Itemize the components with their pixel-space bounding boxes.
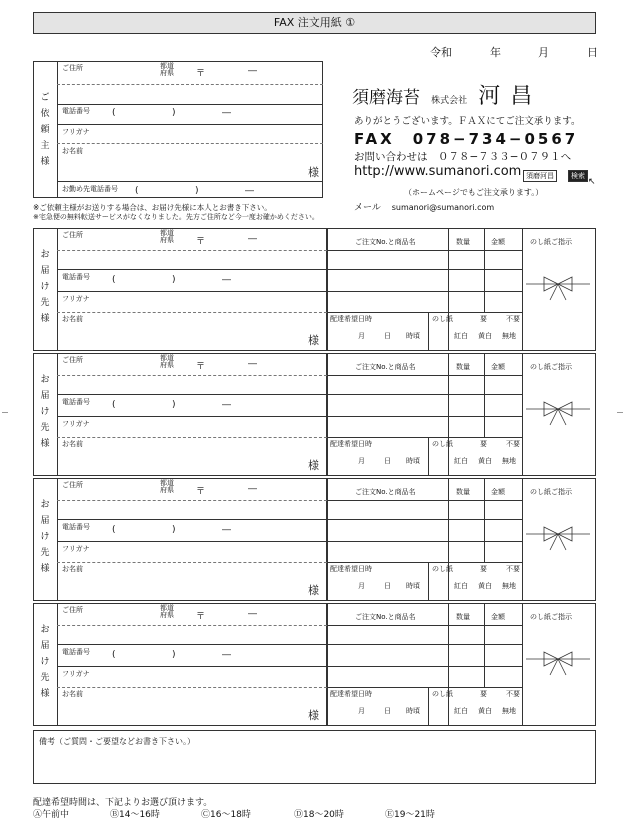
- recipient-4-paren-close: ): [172, 650, 176, 660]
- requester-work-paren-open: (: [135, 186, 139, 196]
- recipient-4-name-label: お名前: [62, 690, 83, 698]
- recipient-2-delivery-month: 月: [358, 457, 365, 465]
- company-mail-label: メール: [354, 203, 381, 213]
- recipient-2-postal-mark: 〒: [196, 362, 206, 372]
- recipient-1-paren-close: ): [172, 275, 176, 285]
- recipient-1-delivery-day: 日: [384, 332, 391, 340]
- recipient-2-name-label: お名前: [62, 440, 83, 448]
- note-line-2: ※宅急便の無料転送サービスがなくなりました。先方ご住所など今一度お確かめください。: [33, 213, 319, 221]
- recipient-3-postal-dash: ―: [248, 484, 257, 494]
- recipient-1-price-header: 金額: [491, 238, 505, 246]
- recipient-4-postal-dash: ―: [248, 609, 257, 619]
- requester-name-label: お名前: [62, 147, 83, 155]
- recipient-4-address-label: ご住所: [62, 606, 83, 614]
- recipient-2-furigana-label: フリガナ: [62, 420, 90, 428]
- recipient-4-noshi-label: のし紙: [432, 690, 453, 698]
- delivery-option-a: Ⓐ午前中: [33, 810, 70, 820]
- recipient-3-paren-close: ): [172, 525, 176, 535]
- recipient-2-noshi-red[interactable]: 紅白: [454, 457, 468, 465]
- company-mail-row: [354, 200, 494, 213]
- delivery-option-b: Ⓑ14〜16時: [110, 810, 160, 820]
- recipient-3-price-header: 金額: [491, 488, 505, 496]
- recipient-3-paren-open: (: [112, 525, 116, 535]
- recipient-4-qty-header: 数量: [456, 613, 470, 621]
- recipient-1-delivery-month: 月: [358, 332, 365, 340]
- requester-furigana-label: フリガナ: [62, 128, 90, 136]
- recipient-4-delivery-time: 時頃: [406, 707, 420, 715]
- recipient-4-noshi-plain[interactable]: 無地: [502, 707, 516, 715]
- recipient-2-noshi-plain[interactable]: 無地: [502, 457, 516, 465]
- recipient-4-delivery-label: 配達希望日時: [330, 690, 372, 698]
- recipient-1-paren-open: (: [112, 275, 116, 285]
- company-web-note: （ホームページでもご注文承ります。）: [404, 188, 544, 197]
- recipient-2-noshi-header: のし紙ご指示: [530, 363, 572, 371]
- recipient-1-delivery-label: 配達希望日時: [330, 315, 372, 323]
- recipient-3-phone-label: 電話番号: [62, 523, 90, 531]
- requester-phone-label: 電話番号: [62, 107, 90, 115]
- recipient-4-product-header: ご注文No.と商品名: [355, 613, 416, 621]
- recipient-2-noshi-label: のし紙: [432, 440, 453, 448]
- company-kabushiki: 株式会社: [431, 96, 468, 106]
- date-era: 令和: [430, 46, 452, 59]
- recipient-2-paren-close: ): [172, 400, 176, 410]
- date-year: 年: [490, 46, 501, 59]
- recipient-2-prefecture-label: 都道 府県: [160, 354, 174, 369]
- recipient-3-noshi-header: のし紙ご指示: [530, 488, 572, 496]
- recipient-1-sama: 様: [308, 334, 319, 347]
- recipient-1-side-label: お届け先様: [40, 250, 50, 324]
- recipient-3-side-label: お届け先様: [40, 500, 50, 574]
- recipient-2-address-label: ご住所: [62, 356, 83, 364]
- delivery-times-intro: 配達希望時間は、下記よりお選び頂けます。: [33, 798, 213, 808]
- recipient-2-qty-header: 数量: [456, 363, 470, 371]
- delivery-option-e: Ⓔ19〜21時: [385, 810, 435, 820]
- recipient-3-noshi-yellow[interactable]: 黄白: [478, 582, 492, 590]
- recipient-4-noshi-red[interactable]: 紅白: [454, 707, 468, 715]
- requester-workphone-label: お勤め先電話番号: [62, 185, 118, 193]
- recipient-2-noshi-need: 要: [480, 440, 487, 448]
- recipient-1-block: [33, 228, 327, 351]
- recipient-1-noshi-header: のし紙ご指示: [530, 238, 572, 246]
- recipient-1-postal-mark: 〒: [196, 237, 206, 247]
- recipient-4-block: [33, 603, 327, 726]
- recipient-3-delivery-day: 日: [384, 582, 391, 590]
- company-brand: 河昌: [478, 84, 543, 109]
- note-line-1: ※ご依頼主様がお送りする場合は、お届け先様に本人とお書き下さい。: [33, 203, 272, 212]
- recipient-1-phone-label: 電話番号: [62, 273, 90, 281]
- company-mail[interactable]: sumanori@sumanori.com: [391, 203, 495, 212]
- recipient-3-noshi-need: 要: [480, 565, 487, 573]
- recipient-3-furigana-label: フリガナ: [62, 545, 90, 553]
- recipient-2-delivery-label: 配達希望日時: [330, 440, 372, 448]
- requester-prefecture-label: 都道 府県: [160, 62, 174, 77]
- recipient-1-noshi-label: のし紙: [432, 315, 453, 323]
- recipient-3-phone-dash: ―: [222, 525, 231, 535]
- recipient-2-delivery-time: 時頃: [406, 457, 420, 465]
- delivery-option-d: Ⓓ18〜20時: [294, 810, 344, 820]
- recipient-1-postal-dash: ―: [248, 234, 257, 244]
- recipient-4-sama: 様: [308, 709, 319, 722]
- recipient-1-prefecture-label: 都道 府県: [160, 229, 174, 244]
- recipient-3-delivery-label: 配達希望日時: [330, 565, 372, 573]
- recipient-2-noshi-none: 不要: [506, 440, 520, 448]
- requester-sama: 様: [308, 166, 319, 179]
- recipient-2-block: [33, 353, 327, 476]
- requester-phone-paren-open: (: [112, 108, 116, 118]
- recipient-2-delivery-day: 日: [384, 457, 391, 465]
- requester-phone-paren-close: ): [172, 108, 176, 118]
- recipient-3-block: [33, 478, 327, 601]
- recipient-1-noshi-yellow[interactable]: 黄白: [478, 332, 492, 340]
- search-term-box: 須磨河昌: [523, 170, 557, 182]
- recipient-3-noshi-label: のし紙: [432, 565, 453, 573]
- search-button: 検索: [568, 170, 588, 182]
- requester-address-label: ご住所: [62, 64, 83, 72]
- remarks-label: 備考（ご質問・ご要望などお書き下さい。）: [39, 737, 195, 746]
- recipient-4-furigana-label: フリガナ: [62, 670, 90, 678]
- recipient-2-phone-dash: ―: [222, 400, 231, 410]
- recipient-1-ribbon-icon: [524, 272, 592, 302]
- recipient-3-product-header: ご注文No.と商品名: [355, 488, 416, 496]
- recipient-3-postal-mark: 〒: [196, 487, 206, 497]
- recipient-1-name-label: お名前: [62, 315, 83, 323]
- recipient-3-prefecture-label: 都道 府県: [160, 479, 174, 494]
- recipient-4-paren-open: (: [112, 650, 116, 660]
- recipient-1-phone-dash: ―: [222, 275, 231, 285]
- recipient-3-noshi-red[interactable]: 紅白: [454, 582, 468, 590]
- recipient-3-ribbon-icon: [524, 522, 592, 552]
- recipient-1-address-label: ご住所: [62, 231, 83, 239]
- recipient-1-delivery-time: 時頃: [406, 332, 420, 340]
- recipient-2-phone-label: 電話番号: [62, 398, 90, 406]
- recipient-4-noshi-none: 不要: [506, 690, 520, 698]
- company-thanks: ありがとうございます。ＦＡＸにてご注文承ります。: [354, 116, 581, 127]
- recipient-3-delivery-month: 月: [358, 582, 365, 590]
- recipient-4-side-label: お届け先様: [40, 625, 50, 699]
- recipient-2-product-header: ご注文No.と商品名: [355, 363, 416, 371]
- recipient-4-ribbon-icon: [524, 647, 592, 677]
- form-title: FAX 注文用紙 ①: [33, 12, 596, 34]
- company-name: 須磨海苔: [352, 88, 420, 108]
- recipient-2-noshi-yellow[interactable]: 黄白: [478, 457, 492, 465]
- company-url[interactable]: http://www.sumanori.com: [354, 164, 522, 179]
- recipient-3-noshi-none: 不要: [506, 565, 520, 573]
- delivery-option-c: Ⓒ16〜18時: [201, 810, 251, 820]
- recipient-4-delivery-day: 日: [384, 707, 391, 715]
- recipient-4-delivery-month: 月: [358, 707, 365, 715]
- recipient-3-noshi-plain[interactable]: 無地: [502, 582, 516, 590]
- recipient-3-qty-header: 数量: [456, 488, 470, 496]
- recipient-1-noshi-need: 要: [480, 315, 487, 323]
- requester-postal-mark: 〒: [196, 69, 206, 79]
- company-fax: FAX 078−734−0567: [354, 130, 579, 148]
- recipient-1-noshi-red[interactable]: 紅白: [454, 332, 468, 340]
- requester-work-dash: ―: [245, 186, 254, 196]
- cursor-icon: ↖: [588, 177, 596, 187]
- recipient-3-delivery-time: 時頃: [406, 582, 420, 590]
- recipient-2-paren-open: (: [112, 400, 116, 410]
- requester-work-paren-close: ): [195, 186, 199, 196]
- recipient-4-noshi-need: 要: [480, 690, 487, 698]
- date-month: 月: [538, 46, 549, 59]
- recipient-1-noshi-plain[interactable]: 無地: [502, 332, 516, 340]
- requester-side-label: ご依頼主様: [40, 93, 50, 167]
- recipient-2-sama: 様: [308, 459, 319, 472]
- recipient-4-noshi-yellow[interactable]: 黄白: [478, 707, 492, 715]
- recipient-4-phone-label: 電話番号: [62, 648, 90, 656]
- company-header: [352, 79, 542, 110]
- recipient-3-name-label: お名前: [62, 565, 83, 573]
- recipient-2-side-label: お届け先様: [40, 375, 50, 449]
- requester-phone-dash: ―: [222, 108, 231, 118]
- date-day: 日: [587, 46, 598, 59]
- recipient-4-postal-mark: 〒: [196, 612, 206, 622]
- recipient-4-price-header: 金額: [491, 613, 505, 621]
- recipient-2-price-header: 金額: [491, 363, 505, 371]
- recipient-1-noshi-none: 不要: [506, 315, 520, 323]
- company-inquiry: お問い合わせは ０７８−７３３−０７９１へ: [354, 151, 572, 163]
- requester-postal-dash: ―: [248, 66, 257, 76]
- recipient-4-phone-dash: ―: [222, 650, 231, 660]
- recipient-4-noshi-header: のし紙ご指示: [530, 613, 572, 621]
- recipient-1-furigana-label: フリガナ: [62, 295, 90, 303]
- recipient-2-ribbon-icon: [524, 397, 592, 427]
- recipient-4-prefecture-label: 都道 府県: [160, 604, 174, 619]
- recipient-1-qty-header: 数量: [456, 238, 470, 246]
- recipient-3-sama: 様: [308, 584, 319, 597]
- recipient-3-address-label: ご住所: [62, 481, 83, 489]
- recipient-2-postal-dash: ―: [248, 359, 257, 369]
- recipient-1-product-header: ご注文No.と商品名: [355, 238, 416, 246]
